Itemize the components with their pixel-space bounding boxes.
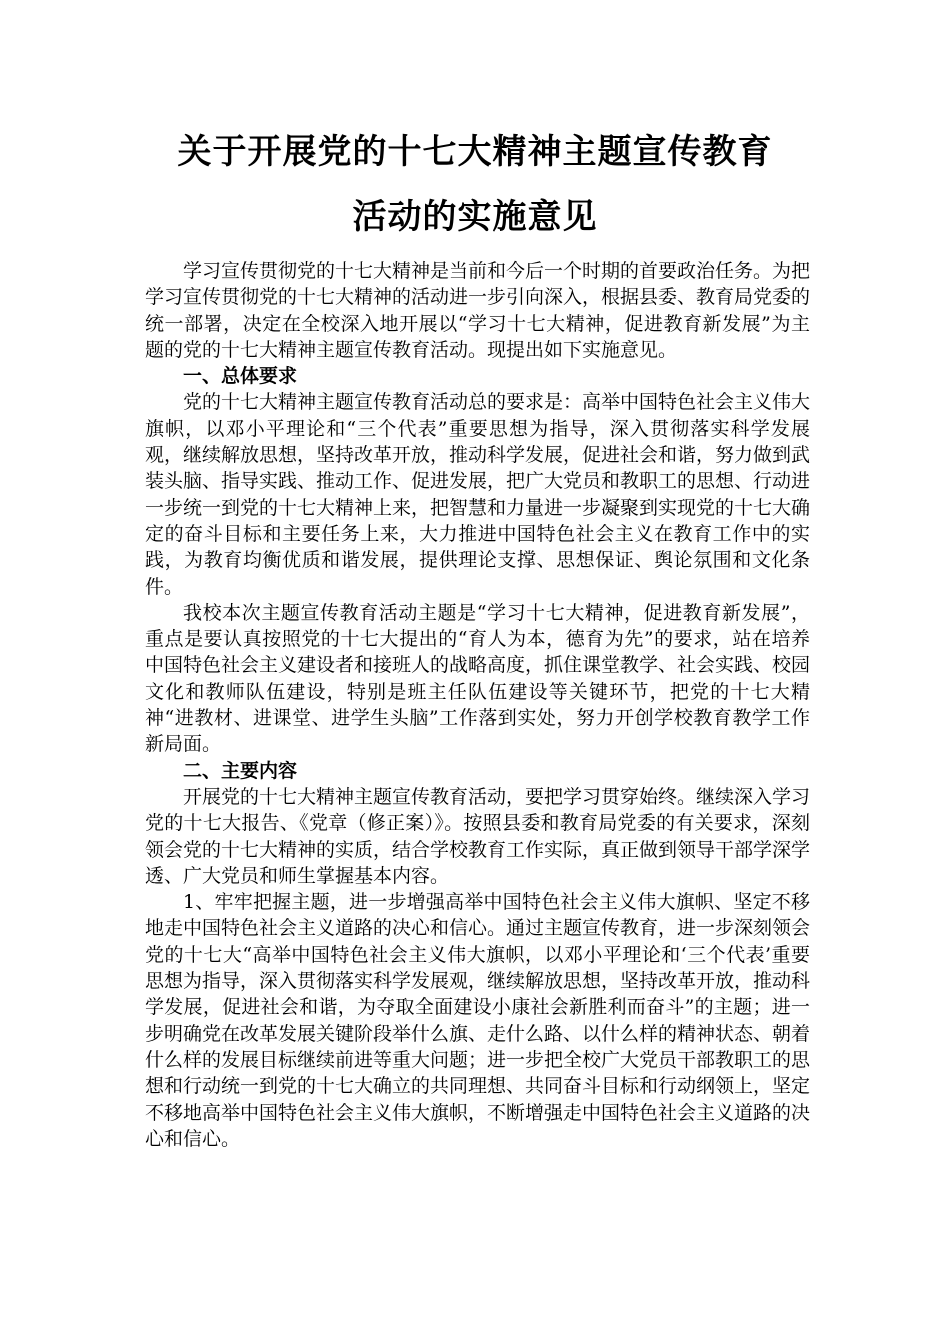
- document-title-line1: 关于开展党的十七大精神主题宣传教育: [177, 132, 773, 172]
- section2-paragraph-2: 1、牢牢把握主题，进一步增强高举中国特色社会主义伟大旗帜、坚定不移地走中国特色社会主义道路的决心和信心。通过主题宣传教育，进一步深刻领会党的十七大“高举中国特色社会主义伟大旗帜，以邓小平理论和‘三个代表’重要思想为指导，深入贯彻落实科学发展观，继续解放思想，坚持改革开放，推动科学发展，促进社会和谐，为夺取全面建设小康社会新胜利而奋斗”的主题；进一步明确党在改革发展关键阶段举什么旗、走什么路、以什么样的精神状态、朝着什么样的发展目标继续前进等重大问题；进一步把全校广大党员干部教职工的思想和行动统一到党的十七大确立的共同理想、共同奋斗目标和行动纲领上，坚定不移地高举中国特色社会主义伟大旗帜，不断增强走中国特色社会主义道路的决心和信心。: [145, 891, 811, 1150]
- section1-paragraph-2: 我校本次主题宣传教育活动主题是“学习十七大精神，促进教育新发展”，重点是要认真按照党的十七大提出的“育人为本，德育为先”的要求，站在培养中国特色社会主义建设者和接班人的战略高度，抓住课堂教学、社会实践、校园文化和教师队伍建设，特别是班主任队伍建设等关键环节，把党的十七大精神“进教材、进课堂、进学生头脑”工作落到实处，努力开创学校教育教学工作新局面。: [145, 601, 811, 756]
- section2-paragraph-1: 开展党的十七大精神主题宣传教育活动，要把学习贯穿始终。继续深入学习党的十七大报告、《党章（修正案）》。按照县委和教育局党委的有关要求，深刻领会党的十七大精神的实质，结合学校教育工作实际，真正做到领导干部学深学透、广大党员和师生掌握基本内容。: [145, 785, 811, 887]
- document-body: [145, 258, 810, 1152]
- section2-heading: 二、主要内容: [183, 759, 298, 782]
- section1-paragraph-1: 党的十七大精神主题宣传教育活动总的要求是：高举中国特色社会主义伟大旗帜，以邓小平理论和“三个代表”重要思想为指导，深入贯彻落实科学发展观，继续解放思想，坚持改革开放，推动科学发展，促进社会和谐，努力做到武装头脑、指导实践、推动工作、促进发展，把广大党员和教职工的思想、行动进一步统一到党的十七大精神上来，把智慧和力量进一步凝聚到实现党的十七大确定的奋斗目标和主要任务上来，大力推进中国特色社会主义在教育工作中的实践，为教育均衡优质和谐发展，提供理论支撑、思想保证、舆论氛围和文化条件。: [145, 391, 811, 598]
- section1-heading: 一、总体要求: [183, 365, 298, 388]
- intro-paragraph: 学习宣传贯彻党的十七大精神是当前和今后一个时期的首要政治任务。为把学习宣传贯彻党的十七大精神的活动进一步引向深入，根据县委、教育局党委的统一部署，决定在全校深入地开展以“学习十七大精神，促进教育新发展”为主题的党的十七大精神主题宣传教育活动。现提出如下实施意见。: [145, 260, 811, 361]
- document-title-line2: 活动的实施意见: [352, 197, 598, 237]
